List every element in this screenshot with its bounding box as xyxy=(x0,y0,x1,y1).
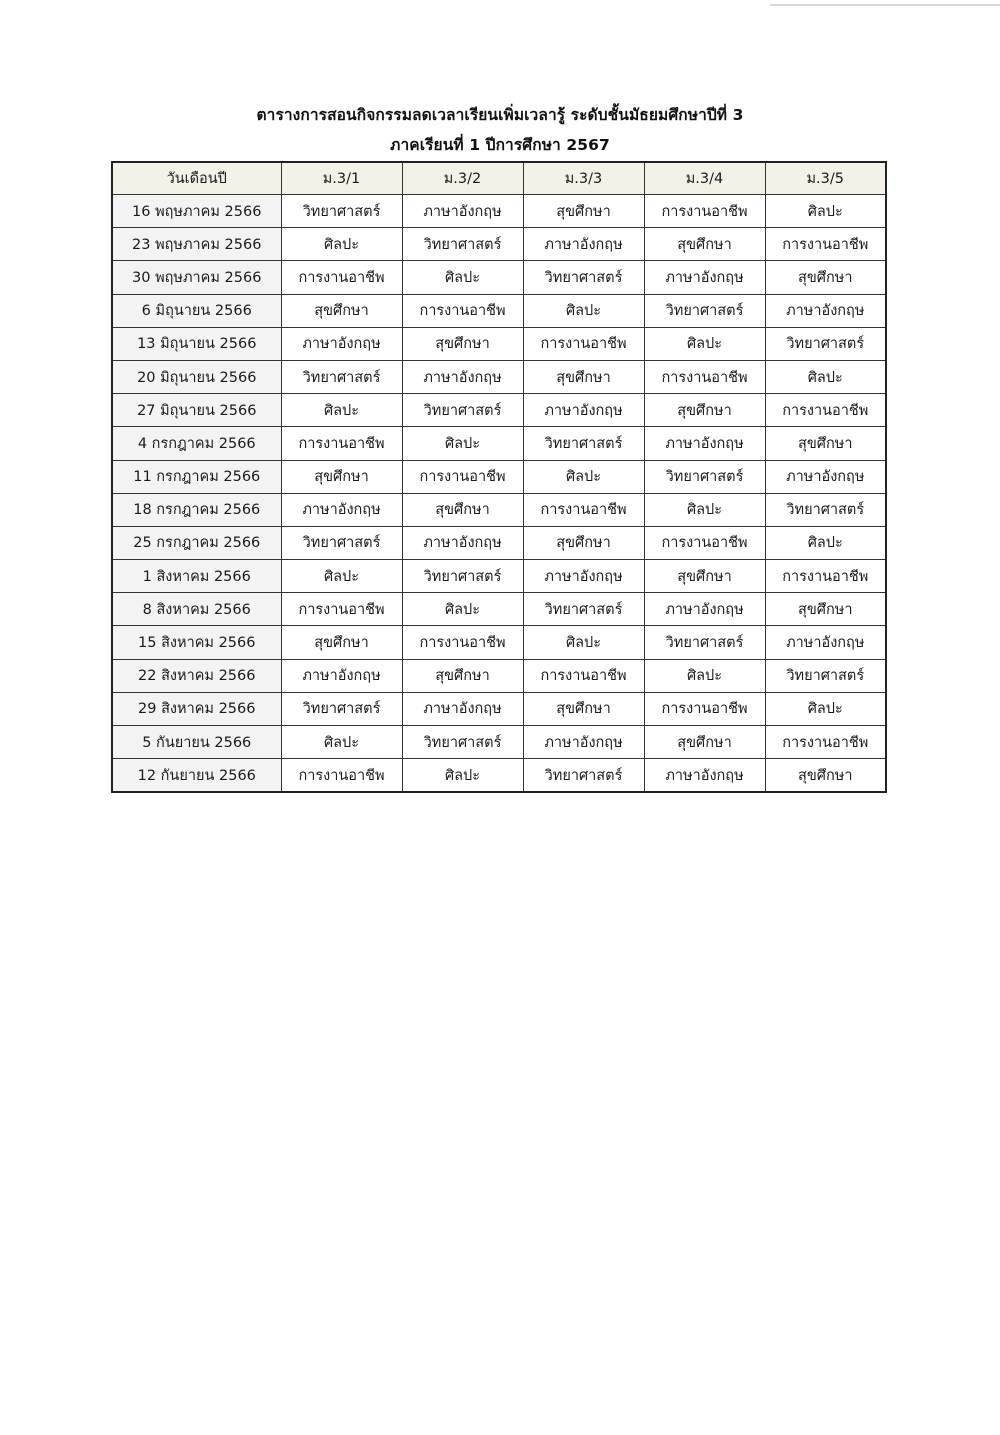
subject-cell: วิทยาศาสตร์ xyxy=(644,626,765,659)
subject-cell: ศิลปะ xyxy=(523,626,644,659)
subject-cell: การงานอาชีพ xyxy=(765,394,886,427)
subject-cell: สุขศึกษา xyxy=(644,726,765,759)
date-cell: 1 สิงหาคม 2566 xyxy=(112,560,281,593)
subject-cell: ศิลปะ xyxy=(765,195,886,228)
document-title xyxy=(0,100,1000,160)
subject-cell: ศิลปะ xyxy=(402,261,523,294)
subject-cell: ศิลปะ xyxy=(765,692,886,725)
subject-cell: การงานอาชีพ xyxy=(281,593,402,626)
page-edge-line xyxy=(770,4,1000,6)
subject-cell: ภาษาอังกฤษ xyxy=(765,626,886,659)
subject-cell: วิทยาศาสตร์ xyxy=(281,360,402,393)
subject-cell: การงานอาชีพ xyxy=(644,195,765,228)
subject-cell: วิทยาศาสตร์ xyxy=(523,261,644,294)
subject-cell: ศิลปะ xyxy=(281,726,402,759)
date-cell: 6 มิถุนายน 2566 xyxy=(112,294,281,327)
subject-cell: วิทยาศาสตร์ xyxy=(523,759,644,793)
subject-cell: วิทยาศาสตร์ xyxy=(765,493,886,526)
subject-cell: ภาษาอังกฤษ xyxy=(281,327,402,360)
subject-cell: การงานอาชีพ xyxy=(765,560,886,593)
subject-cell: วิทยาศาสตร์ xyxy=(281,526,402,559)
header-class-3-5: ม.3/5 xyxy=(765,162,886,195)
subject-cell: วิทยาศาสตร์ xyxy=(765,327,886,360)
date-cell: 8 สิงหาคม 2566 xyxy=(112,593,281,626)
subject-cell: วิทยาศาสตร์ xyxy=(523,427,644,460)
header-class-3-4: ม.3/4 xyxy=(644,162,765,195)
header-class-3-2: ม.3/2 xyxy=(402,162,523,195)
subject-cell: วิทยาศาสตร์ xyxy=(402,394,523,427)
table-row xyxy=(112,360,886,393)
subject-cell: ภาษาอังกฤษ xyxy=(644,427,765,460)
header-class-3-3: ม.3/3 xyxy=(523,162,644,195)
schedule-body xyxy=(112,195,886,793)
table-row xyxy=(112,195,886,228)
table-row xyxy=(112,560,886,593)
subject-cell: ศิลปะ xyxy=(281,228,402,261)
date-cell: 16 พฤษภาคม 2566 xyxy=(112,195,281,228)
table-row xyxy=(112,759,886,793)
subject-cell: ศิลปะ xyxy=(644,659,765,692)
subject-cell: ภาษาอังกฤษ xyxy=(765,460,886,493)
title-line-1: ตารางการสอนกิจกรรมลดเวลาเรียนเพิ่มเวลารู้ ระดับชั้นมัธยมศึกษาปีที่ 3 xyxy=(256,106,744,124)
subject-cell: วิทยาศาสตร์ xyxy=(281,195,402,228)
subject-cell: ภาษาอังกฤษ xyxy=(523,228,644,261)
date-cell: 22 สิงหาคม 2566 xyxy=(112,659,281,692)
subject-cell: ภาษาอังกฤษ xyxy=(402,195,523,228)
subject-cell: สุขศึกษา xyxy=(644,560,765,593)
subject-cell: สุขศึกษา xyxy=(523,195,644,228)
date-cell: 23 พฤษภาคม 2566 xyxy=(112,228,281,261)
subject-cell: สุขศึกษา xyxy=(523,360,644,393)
subject-cell: สุขศึกษา xyxy=(402,659,523,692)
subject-cell: ศิลปะ xyxy=(523,294,644,327)
subject-cell: สุขศึกษา xyxy=(281,460,402,493)
table-row xyxy=(112,294,886,327)
subject-cell: วิทยาศาสตร์ xyxy=(644,294,765,327)
subject-cell: ภาษาอังกฤษ xyxy=(281,659,402,692)
table-row xyxy=(112,261,886,294)
subject-cell: การงานอาชีพ xyxy=(281,759,402,793)
subject-cell: ภาษาอังกฤษ xyxy=(644,261,765,294)
subject-cell: วิทยาศาสตร์ xyxy=(765,659,886,692)
subject-cell: สุขศึกษา xyxy=(523,692,644,725)
table-row xyxy=(112,692,886,725)
subject-cell: ศิลปะ xyxy=(402,759,523,793)
table-row xyxy=(112,394,886,427)
subject-cell: ภาษาอังกฤษ xyxy=(281,493,402,526)
date-cell: 29 สิงหาคม 2566 xyxy=(112,692,281,725)
subject-cell: ศิลปะ xyxy=(765,526,886,559)
date-cell: 13 มิถุนายน 2566 xyxy=(112,327,281,360)
subject-cell: ภาษาอังกฤษ xyxy=(523,394,644,427)
table-row xyxy=(112,726,886,759)
table-row xyxy=(112,460,886,493)
subject-cell: ศิลปะ xyxy=(402,593,523,626)
table-row xyxy=(112,427,886,460)
subject-cell: การงานอาชีพ xyxy=(644,526,765,559)
subject-cell: การงานอาชีพ xyxy=(523,493,644,526)
date-cell: 5 กันยายน 2566 xyxy=(112,726,281,759)
table-row xyxy=(112,493,886,526)
schedule-table xyxy=(111,161,887,793)
table-row xyxy=(112,526,886,559)
subject-cell: สุขศึกษา xyxy=(765,593,886,626)
subject-cell: สุขศึกษา xyxy=(765,759,886,793)
date-cell: 27 มิถุนายน 2566 xyxy=(112,394,281,427)
subject-cell: ภาษาอังกฤษ xyxy=(523,726,644,759)
subject-cell: ศิลปะ xyxy=(281,560,402,593)
subject-cell: สุขศึกษา xyxy=(765,261,886,294)
date-cell: 18 กรกฎาคม 2566 xyxy=(112,493,281,526)
subject-cell: ภาษาอังกฤษ xyxy=(523,560,644,593)
subject-cell: การงานอาชีพ xyxy=(765,726,886,759)
table-row xyxy=(112,228,886,261)
table-header-row xyxy=(112,162,886,195)
subject-cell: สุขศึกษา xyxy=(402,493,523,526)
subject-cell: ศิลปะ xyxy=(281,394,402,427)
subject-cell: สุขศึกษา xyxy=(644,394,765,427)
subject-cell: สุขศึกษา xyxy=(523,526,644,559)
subject-cell: ภาษาอังกฤษ xyxy=(644,759,765,793)
title-line-2: ภาคเรียนที่ 1 ปีการศึกษา 2567 xyxy=(390,136,610,154)
subject-cell: ภาษาอังกฤษ xyxy=(644,593,765,626)
subject-cell: วิทยาศาสตร์ xyxy=(523,593,644,626)
subject-cell: การงานอาชีพ xyxy=(523,327,644,360)
subject-cell: สุขศึกษา xyxy=(402,327,523,360)
subject-cell: การงานอาชีพ xyxy=(644,692,765,725)
subject-cell: สุขศึกษา xyxy=(765,427,886,460)
subject-cell: วิทยาศาสตร์ xyxy=(402,726,523,759)
subject-cell: ภาษาอังกฤษ xyxy=(402,360,523,393)
header-date: วันเดือนปี xyxy=(112,162,281,195)
subject-cell: ภาษาอังกฤษ xyxy=(765,294,886,327)
table-row xyxy=(112,327,886,360)
date-cell: 20 มิถุนายน 2566 xyxy=(112,360,281,393)
subject-cell: ศิลปะ xyxy=(523,460,644,493)
subject-cell: ศิลปะ xyxy=(644,493,765,526)
table-row xyxy=(112,593,886,626)
subject-cell: การงานอาชีพ xyxy=(402,460,523,493)
date-cell: 11 กรกฎาคม 2566 xyxy=(112,460,281,493)
subject-cell: วิทยาศาสตร์ xyxy=(402,560,523,593)
subject-cell: การงานอาชีพ xyxy=(765,228,886,261)
date-cell: 4 กรกฎาคม 2566 xyxy=(112,427,281,460)
table-row xyxy=(112,659,886,692)
subject-cell: วิทยาศาสตร์ xyxy=(402,228,523,261)
date-cell: 15 สิงหาคม 2566 xyxy=(112,626,281,659)
date-cell: 25 กรกฎาคม 2566 xyxy=(112,526,281,559)
subject-cell: การงานอาชีพ xyxy=(523,659,644,692)
subject-cell: การงานอาชีพ xyxy=(281,261,402,294)
subject-cell: สุขศึกษา xyxy=(281,294,402,327)
subject-cell: ภาษาอังกฤษ xyxy=(402,526,523,559)
subject-cell: สุขศึกษา xyxy=(644,228,765,261)
table-row xyxy=(112,626,886,659)
date-cell: 12 กันยายน 2566 xyxy=(112,759,281,793)
subject-cell: การงานอาชีพ xyxy=(402,294,523,327)
subject-cell: ศิลปะ xyxy=(765,360,886,393)
date-cell: 30 พฤษภาคม 2566 xyxy=(112,261,281,294)
subject-cell: วิทยาศาสตร์ xyxy=(281,692,402,725)
header-class-3-1: ม.3/1 xyxy=(281,162,402,195)
subject-cell: การงานอาชีพ xyxy=(644,360,765,393)
subject-cell: วิทยาศาสตร์ xyxy=(644,460,765,493)
subject-cell: การงานอาชีพ xyxy=(281,427,402,460)
subject-cell: ศิลปะ xyxy=(644,327,765,360)
subject-cell: ภาษาอังกฤษ xyxy=(402,692,523,725)
subject-cell: การงานอาชีพ xyxy=(402,626,523,659)
subject-cell: ศิลปะ xyxy=(402,427,523,460)
subject-cell: สุขศึกษา xyxy=(281,626,402,659)
